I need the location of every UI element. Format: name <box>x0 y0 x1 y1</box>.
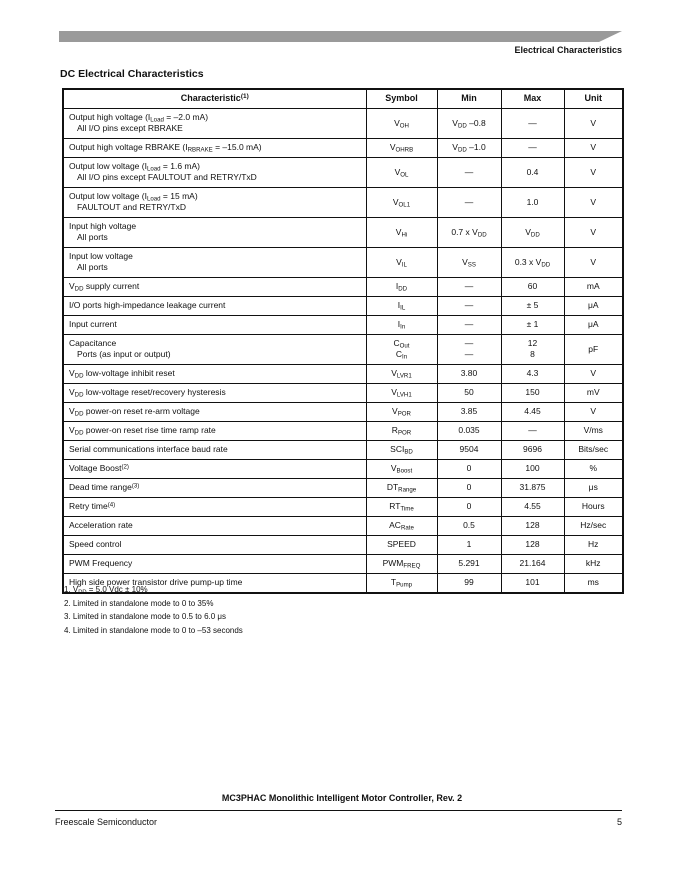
table-row <box>63 138 623 157</box>
max-cell: $V_{DD}$ <box>501 217 564 247</box>
unit-cell: % <box>564 459 623 478</box>
characteristic-cell <box>63 315 366 334</box>
characteristic-line2: All I/O pins except FAULTOUT and RETRY/TxD <box>77 172 257 182</box>
characteristic-line1: Voltage Boost$^{(2)}$ <box>69 463 129 473</box>
unit-cell: μA <box>564 315 623 334</box>
unit-cell: V <box>564 138 623 157</box>
min-cell: 1 <box>437 535 501 554</box>
max-cell: — <box>501 108 564 138</box>
unit-cell: Bits/sec <box>564 440 623 459</box>
characteristic-cell <box>63 383 366 402</box>
symbol-cell: $RT_{Time}$ <box>366 497 437 516</box>
characteristic-cell <box>63 296 366 315</box>
characteristic-line1: Output high voltage RBRAKE ($I_{RBRAKE} = -15.0$ mA) <box>69 142 262 154</box>
max-cell: 1.0 <box>501 187 564 217</box>
table-row <box>63 296 623 315</box>
characteristic-cell <box>63 478 366 497</box>
characteristic-line1: $V_{DD}$ power-on reset rise time ramp rate <box>69 425 216 437</box>
characteristic-cell <box>63 247 366 277</box>
unit-cell: μA <box>564 296 623 315</box>
min-cell: 0 <box>437 478 501 497</box>
characteristic-line1: $V_{DD}$ supply current <box>69 281 140 293</box>
symbol-cell: $T_{Pump}$ <box>366 573 437 593</box>
min-cell: 50 <box>437 383 501 402</box>
characteristic-cell <box>63 187 366 217</box>
table-row <box>63 157 623 187</box>
characteristic-line2: All ports <box>77 262 108 272</box>
characteristic-line1: $V_{DD}$ low-voltage reset/recovery hysteresis <box>69 387 226 399</box>
unit-cell: Hours <box>564 497 623 516</box>
min-cell: $V_{DD}$ –0.8 <box>437 108 501 138</box>
min-cell: — <box>437 315 501 334</box>
section-title: Electrical Characteristics <box>514 45 622 55</box>
max-cell: 31.875 <box>501 478 564 497</box>
characteristic-line2: All ports <box>77 232 108 242</box>
table-row <box>63 535 623 554</box>
characteristic-cell <box>63 459 366 478</box>
characteristic-line1: Acceleration rate <box>69 520 133 530</box>
max-cell: 0.3 x $V_{DD}$ <box>501 247 564 277</box>
footnote: 4. Limited in standalone mode to 0 to –53 seconds <box>64 625 243 635</box>
unit-cell: μs <box>564 478 623 497</box>
max-cell: 128 <box>501 535 564 554</box>
characteristic-line2: All I/O pins except RBRAKE <box>77 123 183 133</box>
characteristic-line1: Input low voltage <box>69 251 133 261</box>
max-cell: — <box>501 421 564 440</box>
min-cell: — — <box>437 334 501 364</box>
max-cell: 4.3 <box>501 364 564 383</box>
table-row <box>63 334 623 364</box>
characteristic-line1: Speed control <box>69 539 122 549</box>
table-row <box>63 187 623 217</box>
max-cell: ± 1 <box>501 315 564 334</box>
characteristic-cell <box>63 402 366 421</box>
column-header-symbol: Symbol <box>366 89 437 108</box>
characteristic-line1: Retry time$^{(4)}$ <box>69 501 116 511</box>
symbol-cell: $R_{POR}$ <box>366 421 437 440</box>
symbol-cell: $I_{In}$ <box>366 315 437 334</box>
symbol-cell: $I_{IL}$ <box>366 296 437 315</box>
column-header-min: Min <box>437 89 501 108</box>
symbol-cell: $V_{OL}$ <box>366 157 437 187</box>
max-cell: 0.4 <box>501 157 564 187</box>
min-cell: — <box>437 296 501 315</box>
symbol-cell: $SCI_{BD}$ <box>366 440 437 459</box>
max-cell: 9696 <box>501 440 564 459</box>
unit-cell: V <box>564 247 623 277</box>
characteristic-line1: Output high voltage ($I_{Load} = -2.0$ mA) <box>69 112 209 124</box>
characteristic-cell <box>63 364 366 383</box>
symbol-cell: $V_{OL1}$ <box>366 187 437 217</box>
symbol-cell: $C_{Out}$ $C_{In}$ <box>366 334 437 364</box>
characteristic-cell <box>63 334 366 364</box>
table-row <box>63 497 623 516</box>
characteristic-line1: Output low voltage ($I_{Load} = 15$ mA) <box>69 191 198 203</box>
symbol-cell: $I_{DD}$ <box>366 277 437 296</box>
footnote: 3. Limited in standalone mode to 0.5 to 6.0 μs <box>64 612 227 621</box>
characteristic-cell <box>63 157 366 187</box>
symbol-cell: $V_{LVR1}$ <box>366 364 437 383</box>
symbol-cell: $PWM_{FREQ}$ <box>366 554 437 573</box>
symbol-cell: $V_{LVH1}$ <box>366 383 437 402</box>
min-cell: — <box>437 187 501 217</box>
characteristic-cell <box>63 554 366 573</box>
min-cell: 3.80 <box>437 364 501 383</box>
min-cell: $V_{SS}$ <box>437 247 501 277</box>
characteristic-line1: $V_{DD}$ power-on reset re-arm voltage <box>69 406 200 418</box>
max-cell: 101 <box>501 573 564 593</box>
table-row <box>63 217 623 247</box>
footnote: 1. $V_{DD} = 5.0$ Vdc ± 10% <box>64 585 148 596</box>
footer-rule <box>55 810 622 811</box>
min-cell: 5.291 <box>437 554 501 573</box>
symbol-cell: $V_{Boost}$ <box>366 459 437 478</box>
characteristic-line1: I/O ports high-impedance leakage current <box>69 300 226 310</box>
min-cell: 9504 <box>437 440 501 459</box>
characteristic-line1: High side power transistor drive pump-up time <box>69 577 243 587</box>
characteristic-cell <box>63 497 366 516</box>
characteristic-line1: Output low voltage ($I_{Load} = 1.6$ mA) <box>69 161 201 173</box>
unit-cell: V <box>564 157 623 187</box>
dc-characteristics-table <box>62 88 624 594</box>
characteristic-cell <box>63 277 366 296</box>
min-cell: — <box>437 157 501 187</box>
unit-cell: kHz <box>564 554 623 573</box>
table-header-row <box>63 89 623 108</box>
characteristic-line2: Ports (as input or output) <box>77 349 171 359</box>
header-bar <box>59 31 622 42</box>
table-row <box>63 108 623 138</box>
footnotes <box>64 585 243 639</box>
table-row <box>63 440 623 459</box>
table-row <box>63 402 623 421</box>
table-row <box>63 383 623 402</box>
min-cell: 0 <box>437 497 501 516</box>
unit-cell: V <box>564 217 623 247</box>
characteristic-cell <box>63 138 366 157</box>
table-row <box>63 478 623 497</box>
min-cell: 0 <box>437 459 501 478</box>
characteristic-cell <box>63 108 366 138</box>
min-cell: 0.035 <box>437 421 501 440</box>
characteristic-cell <box>63 535 366 554</box>
unit-cell: V <box>564 402 623 421</box>
characteristic-line1: Input current <box>69 319 117 329</box>
max-cell: 60 <box>501 277 564 296</box>
max-cell: 128 <box>501 516 564 535</box>
footnote: 2. Limited in standalone mode to 0 to 35% <box>64 598 214 608</box>
characteristic-cell <box>63 217 366 247</box>
max-cell: 100 <box>501 459 564 478</box>
max-cell: 4.55 <box>501 497 564 516</box>
page-heading: DC Electrical Characteristics <box>60 68 204 80</box>
max-cell: 21.164 <box>501 554 564 573</box>
table-row <box>63 364 623 383</box>
table-row <box>63 459 623 478</box>
footer-page-number: 5 <box>616 817 622 827</box>
characteristic-line1: Dead time range$^{(3)}$ <box>69 482 140 492</box>
characteristic-cell <box>63 516 366 535</box>
symbol-cell: $V_{OHRB}$ <box>366 138 437 157</box>
symbol-cell: $V_{Hi}$ <box>366 217 437 247</box>
characteristic-line1: Input high voltage <box>69 221 137 231</box>
unit-cell: pF <box>564 334 623 364</box>
max-cell: 4.45 <box>501 402 564 421</box>
min-cell: 0.5 <box>437 516 501 535</box>
min-cell: $V_{DD}$ –1.0 <box>437 138 501 157</box>
unit-cell: mA <box>564 277 623 296</box>
characteristic-cell <box>63 421 366 440</box>
max-cell: 150 <box>501 383 564 402</box>
footer-doc-title: MC3PHAC Monolithic Intelligent Motor Controller, Rev. 2 <box>221 793 463 803</box>
characteristic-line1: $V_{DD}$ low-voltage inhibit reset <box>69 368 175 380</box>
table-row <box>63 277 623 296</box>
symbol-cell: $V_{OH}$ <box>366 108 437 138</box>
symbol-cell: $V_{POR}$ <box>366 402 437 421</box>
unit-cell: mV <box>564 383 623 402</box>
symbol-cell: $AC_{Rate}$ <box>366 516 437 535</box>
max-cell: 12 8 <box>501 334 564 364</box>
unit-cell: V <box>564 364 623 383</box>
max-cell: ± 5 <box>501 296 564 315</box>
min-cell: 99 <box>437 573 501 593</box>
column-header-unit: Unit <box>564 89 623 108</box>
symbol-cell: $DT_{Range}$ <box>366 478 437 497</box>
table-row <box>63 516 623 535</box>
characteristic-line1: Capacitance <box>69 338 117 348</box>
unit-cell: ms <box>564 573 623 593</box>
characteristic-line1: PWM Frequency <box>69 558 133 568</box>
min-cell: 3.85 <box>437 402 501 421</box>
unit-cell: V <box>564 108 623 138</box>
unit-cell: V <box>564 187 623 217</box>
max-cell: — <box>501 138 564 157</box>
column-header-max: Max <box>501 89 564 108</box>
table-row <box>63 247 623 277</box>
footer-publisher: Freescale Semiconductor <box>55 817 158 827</box>
characteristic-line1: Serial communications interface baud rate <box>69 444 228 454</box>
unit-cell: Hz <box>564 535 623 554</box>
min-cell: — <box>437 277 501 296</box>
symbol-cell: SPEED <box>366 535 437 554</box>
unit-cell: Hz/sec <box>564 516 623 535</box>
characteristic-cell <box>63 440 366 459</box>
table-row <box>63 421 623 440</box>
table-row <box>63 554 623 573</box>
unit-cell: V/ms <box>564 421 623 440</box>
min-cell: 0.7 x $V_{DD}$ <box>437 217 501 247</box>
symbol-cell: $V_{IL}$ <box>366 247 437 277</box>
column-header-characteristic: Characteristic$^{(1)}$ <box>63 89 366 108</box>
characteristic-line2: FAULTOUT and RETRY/TxD <box>77 202 186 212</box>
table-row <box>63 315 623 334</box>
